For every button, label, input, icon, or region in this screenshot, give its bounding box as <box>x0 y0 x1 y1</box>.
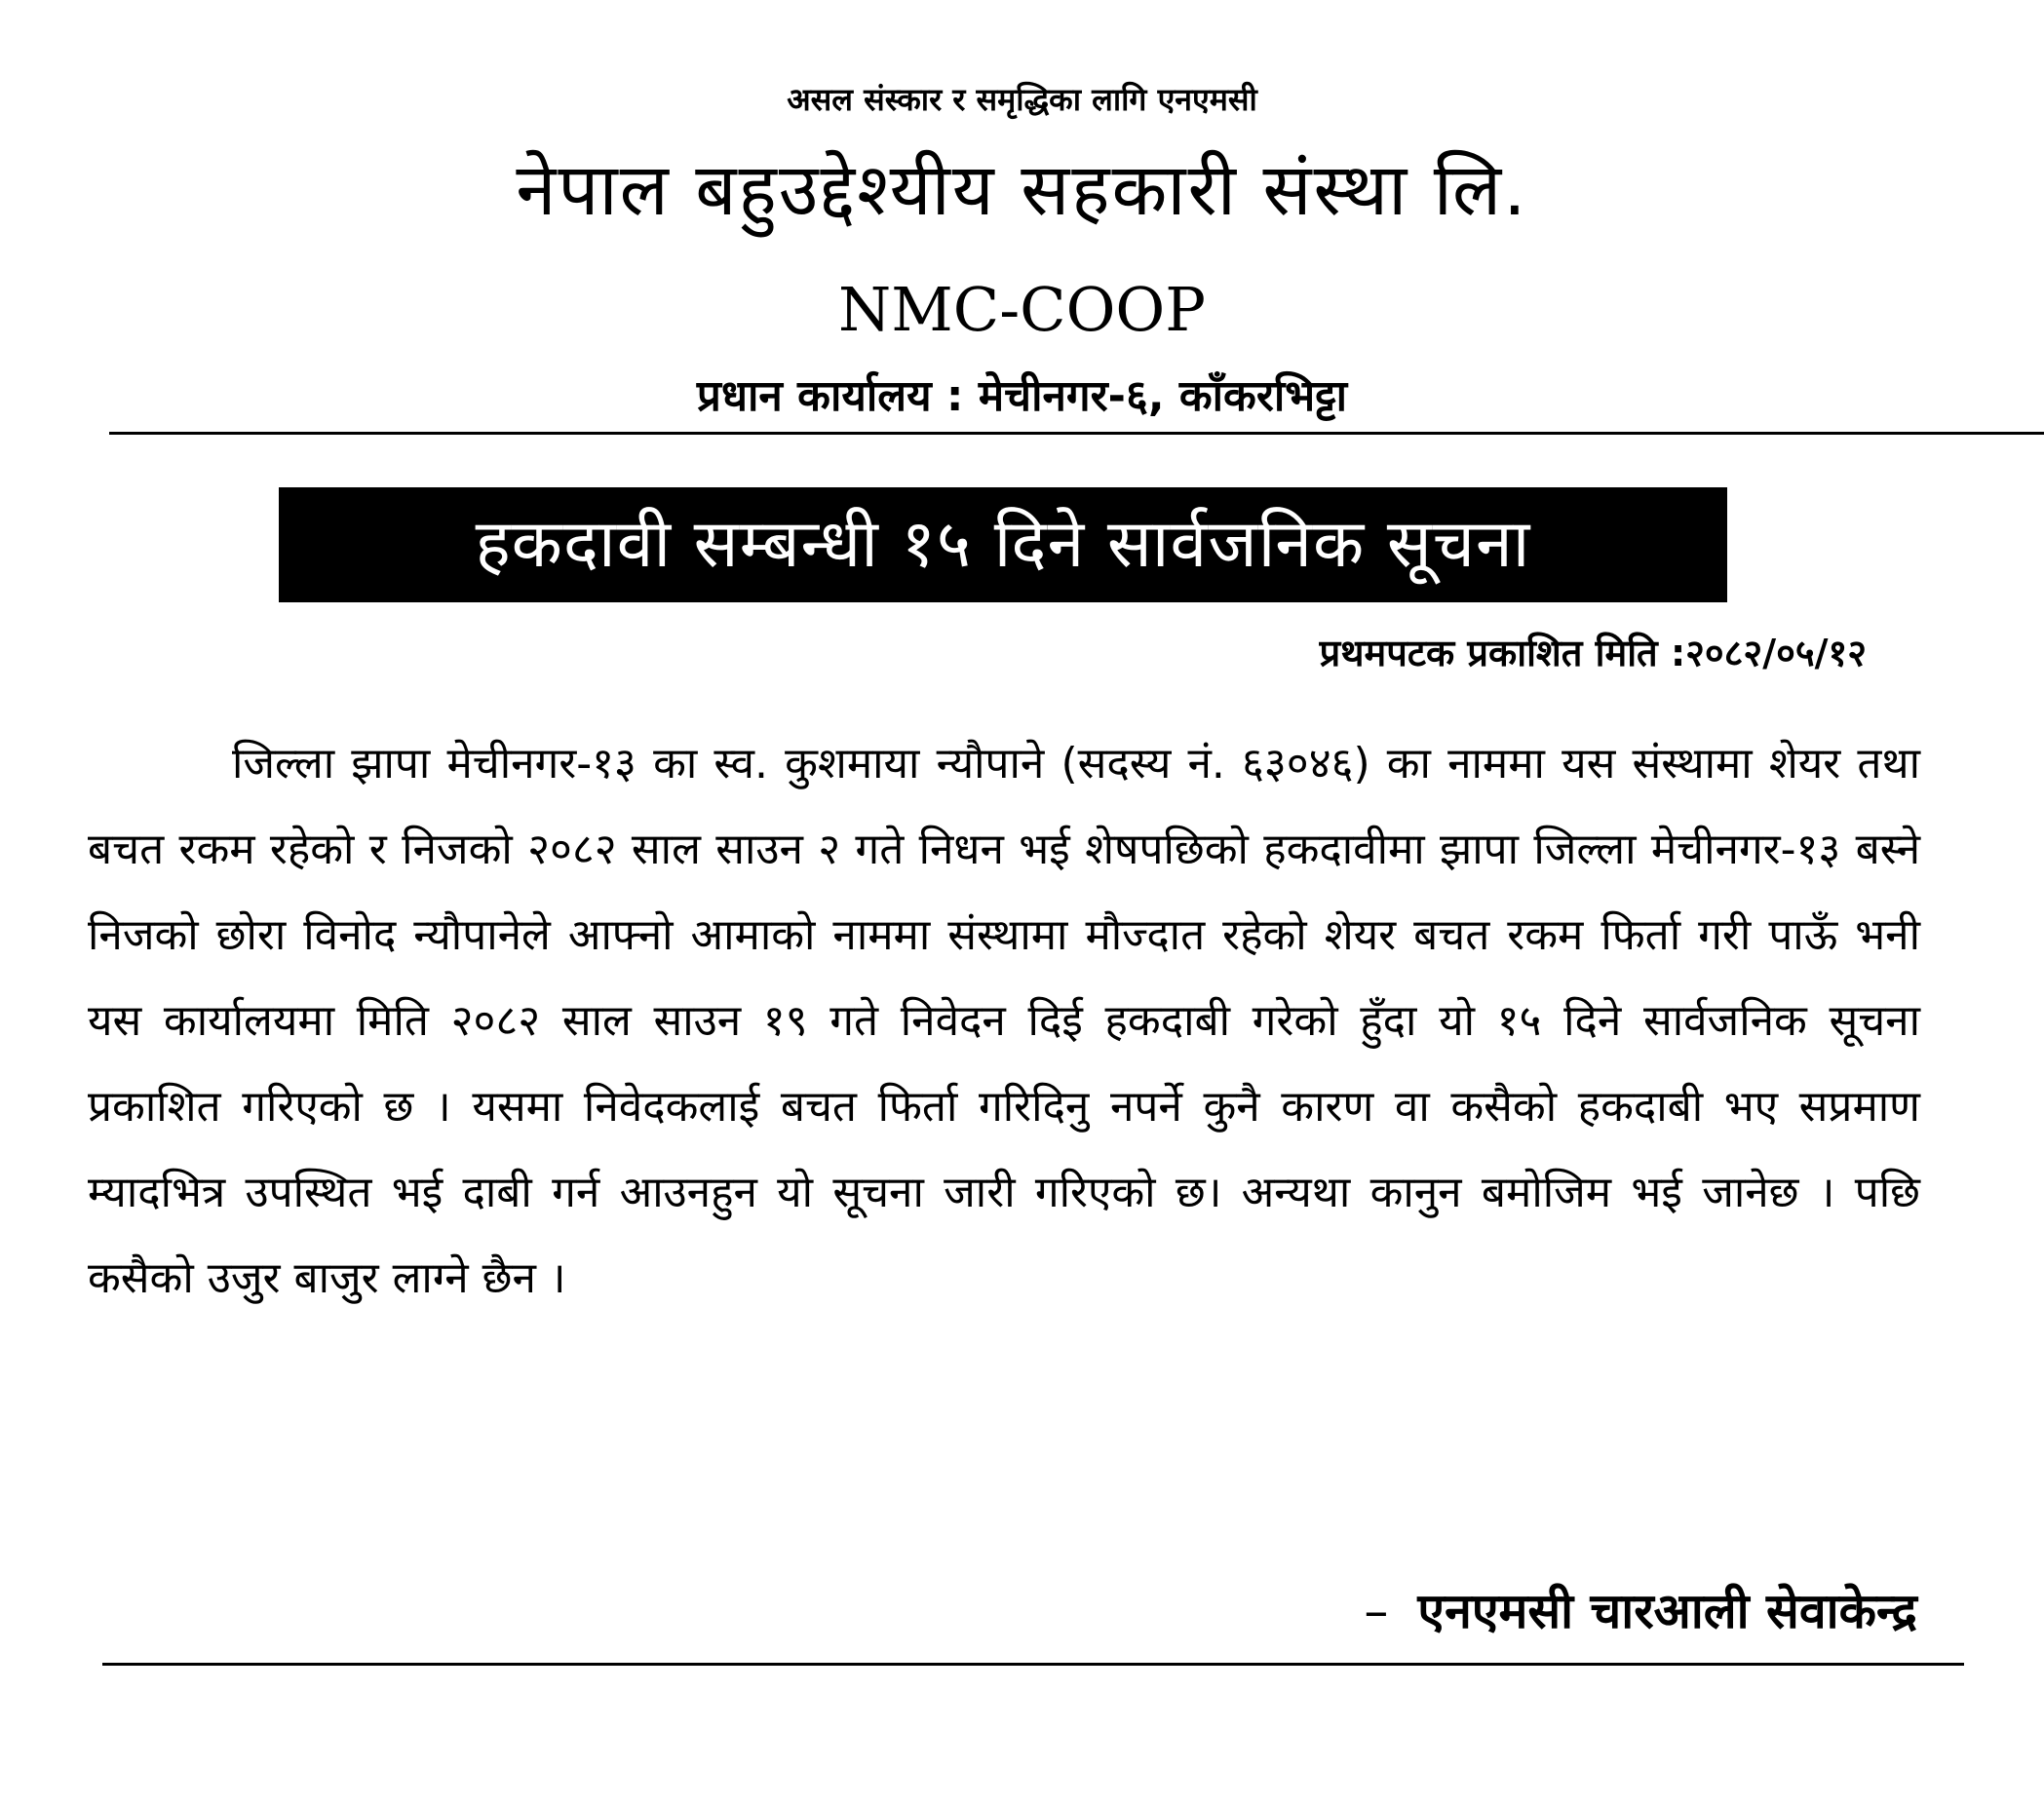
tagline: असल संस्कार र समृद्धिका लागि एनएमसी <box>787 81 1257 118</box>
header-divider <box>109 432 2044 435</box>
published-date: प्रथमपटक प्रकाशित मिति :२०८२/०५/१२ <box>1319 632 1867 674</box>
signature-dash: – <box>1364 1583 1389 1639</box>
notice-title-banner <box>279 487 1727 602</box>
notice-title: हकदावी सम्बन्धी १५ दिने सार्वजनिक सूचना <box>475 506 1531 583</box>
signature-block <box>1364 1577 1917 1645</box>
organization-short-name: NMC-COOP <box>838 274 1206 345</box>
footer-divider <box>102 1663 1964 1666</box>
organization-name: नेपाल बहुउद्देश्यीय सहकारी संस्था लि. <box>516 148 1528 232</box>
issuer-name: एनएमसी चारआली सेवाकेन्द्र <box>1417 1583 1917 1639</box>
head-office-address: प्रधान कार्यालय : मेचीनगर-६, काँकरभिट्टा <box>696 371 1348 421</box>
notice-body: जिल्ला झापा मेचीनगर-१३ का स्व. कुशमाया न्यौपाने (सदस्य नं. ६३०४६) का नाममा यस संस्थामा शेयर तथा बचत रकम रहेको र निजको २०८२ साल साउन २ गते निधन भई शेषपछिको हकदावीमा झापा जिल्ला मेचीनगर-१३ बस्ने निजको छोरा विनोद न्यौपानेले आफ्नो आमाको नाममा संस्थामा मौज्दात रहेको शेयर बचत रकम फिर्ता गरी पाऊँ भनी यस कार्यालयमा मिति २०८२ साल साउन १९ गते निवेदन दिई हकदाबी गरेको हुँदा यो १५ दिने सार्वजनिक सूचना प्रकाशित गरिएको छ । यसमा निवेदकलाई बचत फिर्ता गरिदिनु नपर्ने कुनै कारण वा कसैको हकदाबी भए सप्रमाण म्यादभित्र उपस्थित भई दाबी गर्न आउनहुन यो सूचना जारी गरिएको छ। अन्यथा कानुन बमोजिम भई जानेछ । पछि कसैको उजुर बाजुर लाग्ने छैन । <box>88 739 1920 1303</box>
